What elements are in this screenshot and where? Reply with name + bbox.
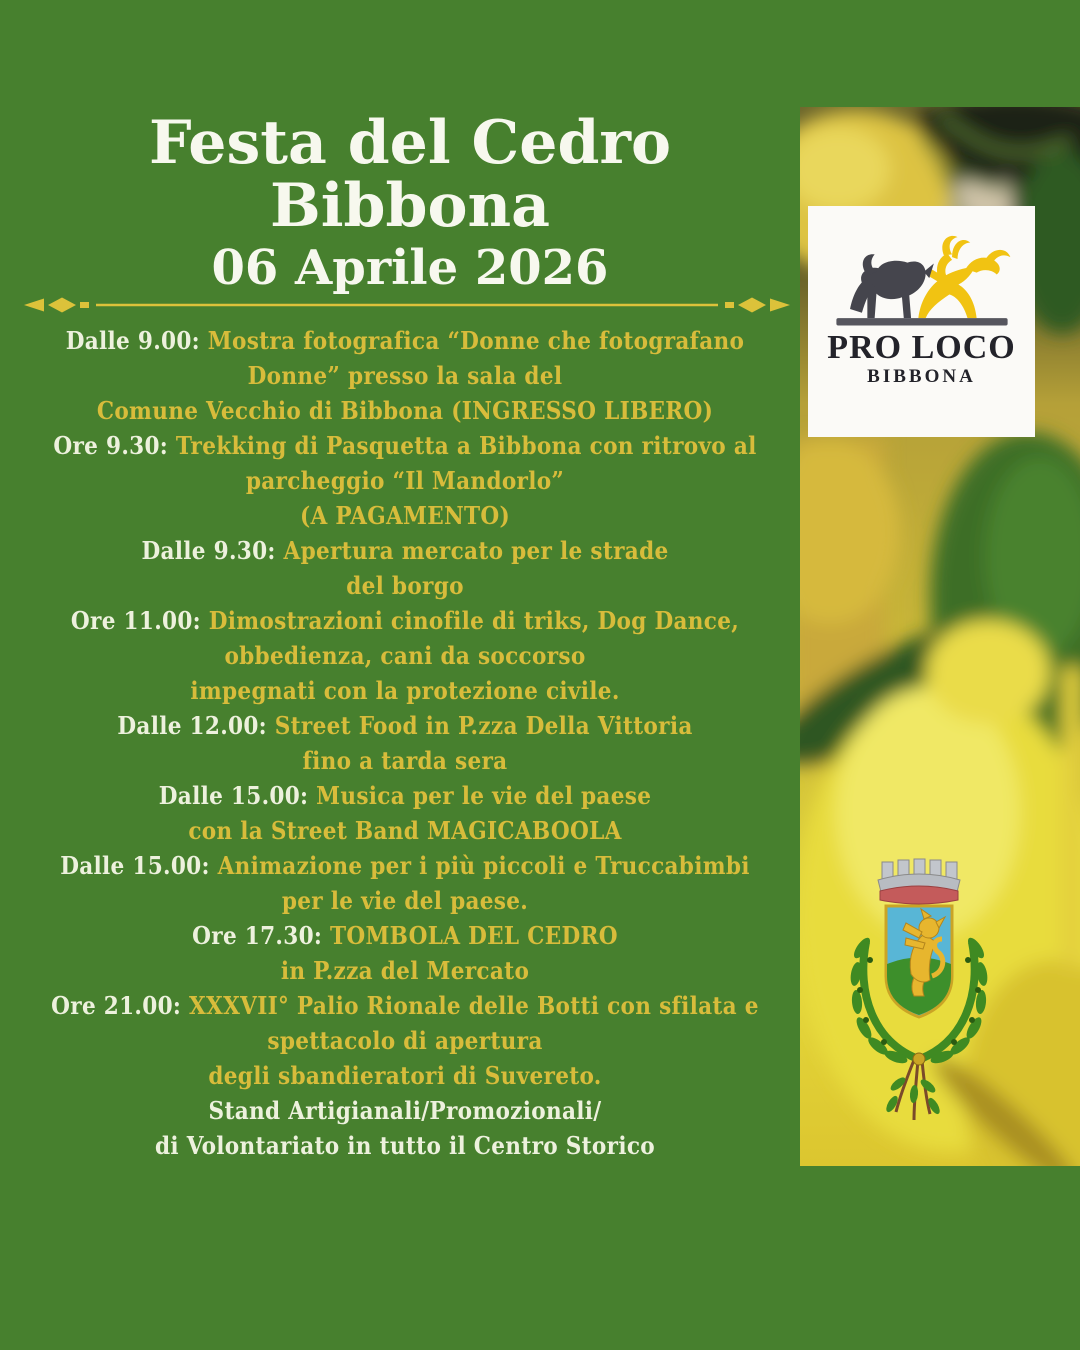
pro-loco-text: PRO LOCO: [827, 329, 1016, 366]
event-schedule: [10, 323, 800, 1163]
schedule-footer-line: [10, 1093, 800, 1128]
pro-loco-subtext: BIBBONA: [867, 366, 976, 387]
event-text: XXXVII° Palio Rionale delle Botti con sfilata e: [188, 991, 759, 1020]
event-text: parcheggio “Il Mandorlo”: [245, 466, 565, 495]
event-text: Donne” presso la sala del: [247, 361, 563, 390]
event-text: con la Street Band MAGICABOOLA: [188, 816, 622, 845]
schedule-line: [10, 883, 800, 918]
poster-title-block: [20, 108, 800, 296]
event-time: Dalle 9.00:: [65, 326, 200, 355]
schedule-line: [10, 323, 800, 358]
schedule-line: [10, 428, 800, 463]
poster-date: 06 Aprile 2026: [211, 240, 609, 296]
event-text: di Volontariato in tutto il Centro Storico: [155, 1131, 655, 1160]
schedule-line: [10, 813, 800, 848]
event-text: Dimostrazioni cinofile di triks, Dog Dance,: [208, 606, 740, 635]
event-text: Musica per le vie del paese: [316, 781, 652, 810]
schedule-line: [10, 533, 800, 568]
schedule-line: [10, 393, 800, 428]
bibbona-coat-of-arms-icon: [826, 844, 1012, 1144]
event-text: Animazione per i più piccoli e Truccabimbi: [217, 851, 750, 880]
event-time: Dalle 9.30:: [141, 536, 276, 565]
event-text: Mostra fotografica “Donne che fotografano: [207, 326, 745, 355]
event-text: TOMBOLA DEL CEDRO: [329, 921, 618, 950]
schedule-footer-line: [10, 1128, 800, 1163]
event-text: Apertura mercato per le strade: [283, 536, 669, 565]
event-text: fino a tarda sera: [302, 746, 508, 775]
schedule-line: [10, 918, 800, 953]
schedule-line: [10, 743, 800, 778]
schedule-line: [10, 463, 800, 498]
ornamental-divider-icon: [18, 294, 796, 316]
schedule-line: [10, 673, 800, 708]
event-time: Dalle 15.00:: [158, 781, 309, 810]
schedule-line: [10, 638, 800, 673]
schedule-line: [10, 498, 800, 533]
poster-title-town: Bibbona: [270, 171, 550, 241]
event-text: per le vie del paese.: [281, 886, 529, 915]
event-time: Ore 17.30:: [192, 921, 323, 950]
schedule-line: [10, 848, 800, 883]
event-time: Ore 9.30:: [53, 431, 169, 460]
event-text: del borgo: [346, 571, 464, 600]
event-text: Stand Artigianali/Promozionali/: [208, 1096, 602, 1125]
event-text: impegnati con la protezione civile.: [190, 676, 620, 705]
schedule-line: [10, 568, 800, 603]
event-text: spettacolo di apertura: [267, 1026, 543, 1055]
event-text: Trekking di Pasquetta a Bibbona con ritrovo al: [175, 431, 757, 460]
event-text: in P.zza del Mercato: [280, 956, 530, 985]
schedule-line: [10, 953, 800, 988]
event-time: Ore 21.00:: [51, 991, 182, 1020]
event-text: Street Food in P.zza Della Vittoria: [274, 711, 693, 740]
schedule-line: [10, 603, 800, 638]
event-time: Ore 11.00:: [70, 606, 201, 635]
pro-loco-goats-icon: [827, 228, 1017, 330]
event-text: (A PAGAMENTO): [299, 501, 511, 530]
event-time: Dalle 15.00:: [60, 851, 210, 880]
schedule-line: [10, 358, 800, 393]
pro-loco-logo: [808, 206, 1035, 437]
schedule-line: [10, 1023, 800, 1058]
schedule-line: [10, 708, 800, 743]
schedule-line: [10, 1058, 800, 1093]
event-text: obbedienza, cani da soccorso: [224, 641, 586, 670]
event-text: Comune Vecchio di Bibbona (INGRESSO LIBERO): [96, 396, 714, 425]
poster-title: Festa del Cedro: [148, 108, 672, 178]
schedule-line: [10, 778, 800, 813]
event-time: Dalle 12.00:: [117, 711, 267, 740]
event-text: degli sbandieratori di Suvereto.: [208, 1061, 602, 1090]
schedule-line: [10, 988, 800, 1023]
